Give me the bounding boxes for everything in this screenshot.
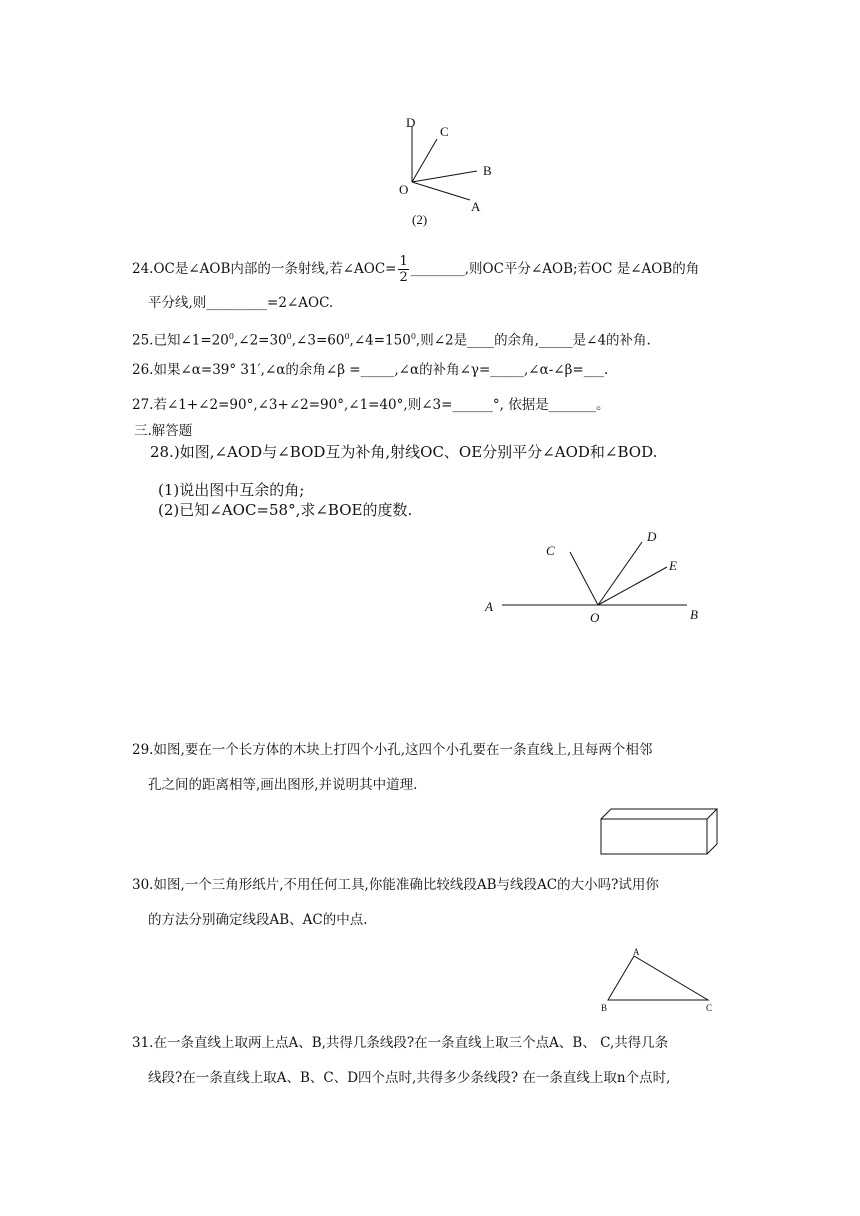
- label-o: O: [590, 610, 600, 625]
- question-24-line-2: 平分线,则_________=2∠AOC.: [148, 295, 334, 311]
- label-b: B: [601, 1003, 608, 1013]
- question-31-line-2: 线段?在一条直线上取A、B、C、D四个点时,共得多少条线段? 在一条直线上取n个点时,: [148, 1070, 671, 1086]
- q24-text-pre: 24.OC是∠AOB内部的一条射线,若∠AOC=: [132, 261, 397, 277]
- question-29-line-1: 29.如图,要在一个长方体的木块上打四个小孔,这四个小孔要在一条直线上,且每两个相邻: [132, 742, 653, 758]
- ray-ob: [412, 171, 477, 182]
- label-c: C: [706, 1003, 713, 1013]
- degree-sup: 0: [410, 332, 416, 341]
- question-30-line-1: 30.如图,一个三角形纸片,不用任何工具,你能准确比较线段AB与线段AC的大小吗?试用你: [132, 877, 659, 893]
- label-d: D: [647, 529, 657, 544]
- q25-part-1: 25.已知∠1=20: [132, 332, 229, 349]
- fraction-one-half: [398, 254, 408, 285]
- label-b: B: [483, 163, 492, 178]
- label-e: E: [669, 558, 677, 573]
- question-30-line-2: 的方法分别确定线段AB、AC的中点.: [148, 912, 368, 928]
- cuboid-top-face: [601, 809, 717, 819]
- cuboid-side-face: [707, 809, 717, 854]
- figure-2-angles: [395, 112, 505, 232]
- ray-oa: [412, 182, 470, 200]
- cuboid-figure: [600, 808, 724, 858]
- triangle-figure: [596, 944, 726, 1014]
- question-28-part-1: (1)说出图中互余的角;: [158, 481, 305, 499]
- label-a: A: [633, 947, 640, 957]
- figure-28-angles: [480, 525, 720, 635]
- label-o: O: [399, 182, 409, 197]
- question-25: [132, 328, 651, 350]
- question-27: 27.若∠1+∠2=90°,∠3+∠2=90°,∠1=40°,则∠3=______°, 依据是_______。: [132, 397, 610, 413]
- question-29-line-2: 孔之间的距离相等,画出图形,并说明其中道理.: [148, 777, 418, 793]
- degree-sup: 0: [344, 332, 350, 341]
- cuboid-front-face: [601, 819, 707, 854]
- q25-part-5: ,则∠2是____的余角,_____是∠4的补角.: [415, 332, 651, 349]
- figure-caption: (2): [412, 212, 428, 227]
- label-a: A: [485, 599, 493, 614]
- degree-sup: 0: [286, 332, 292, 341]
- label-a: A: [471, 199, 481, 214]
- question-31-line-1: 31.在一条直线上取两上点A、B,共得几条线段?在一条直线上取三个点A、B、 C,共得几条: [132, 1035, 669, 1051]
- question-26: 26.如果∠α=39° 31′,∠α的余角∠β =_____,∠α的补角∠γ=_____,∠α-∠β=___.: [132, 362, 609, 378]
- question-28-part-2: (2)已知∠AOC=58°,求∠BOE的度数.: [158, 501, 413, 519]
- fraction-numerator: 1: [399, 254, 408, 269]
- label-c: C: [546, 543, 555, 558]
- degree-sup: 0: [228, 332, 234, 341]
- section-heading-answers: 三.解答题: [134, 423, 193, 439]
- label-d: D: [406, 115, 416, 130]
- q25-part-2: ,∠2=30: [233, 332, 287, 349]
- q24-text-post: ________,则OC平分∠AOB;若OC 是∠AOB的角: [410, 261, 700, 277]
- question-28-stem: 28.)如图,∠AOD与∠BOD互为补角,射线OC、OE分别平分∠AOD和∠BOD.: [150, 443, 658, 461]
- question-24-line-1: [132, 254, 699, 285]
- label-c: C: [440, 124, 449, 139]
- ray-od: [598, 542, 642, 605]
- label-b: B: [690, 607, 698, 622]
- ray-oc: [570, 552, 598, 605]
- triangle-abc: [608, 956, 708, 1000]
- fraction-denominator: 2: [399, 270, 408, 285]
- q25-part-4: ,∠4=150: [349, 332, 411, 349]
- ray-oc: [412, 139, 437, 182]
- q25-part-3: ,∠3=60: [291, 332, 345, 349]
- ray-oe: [598, 567, 667, 605]
